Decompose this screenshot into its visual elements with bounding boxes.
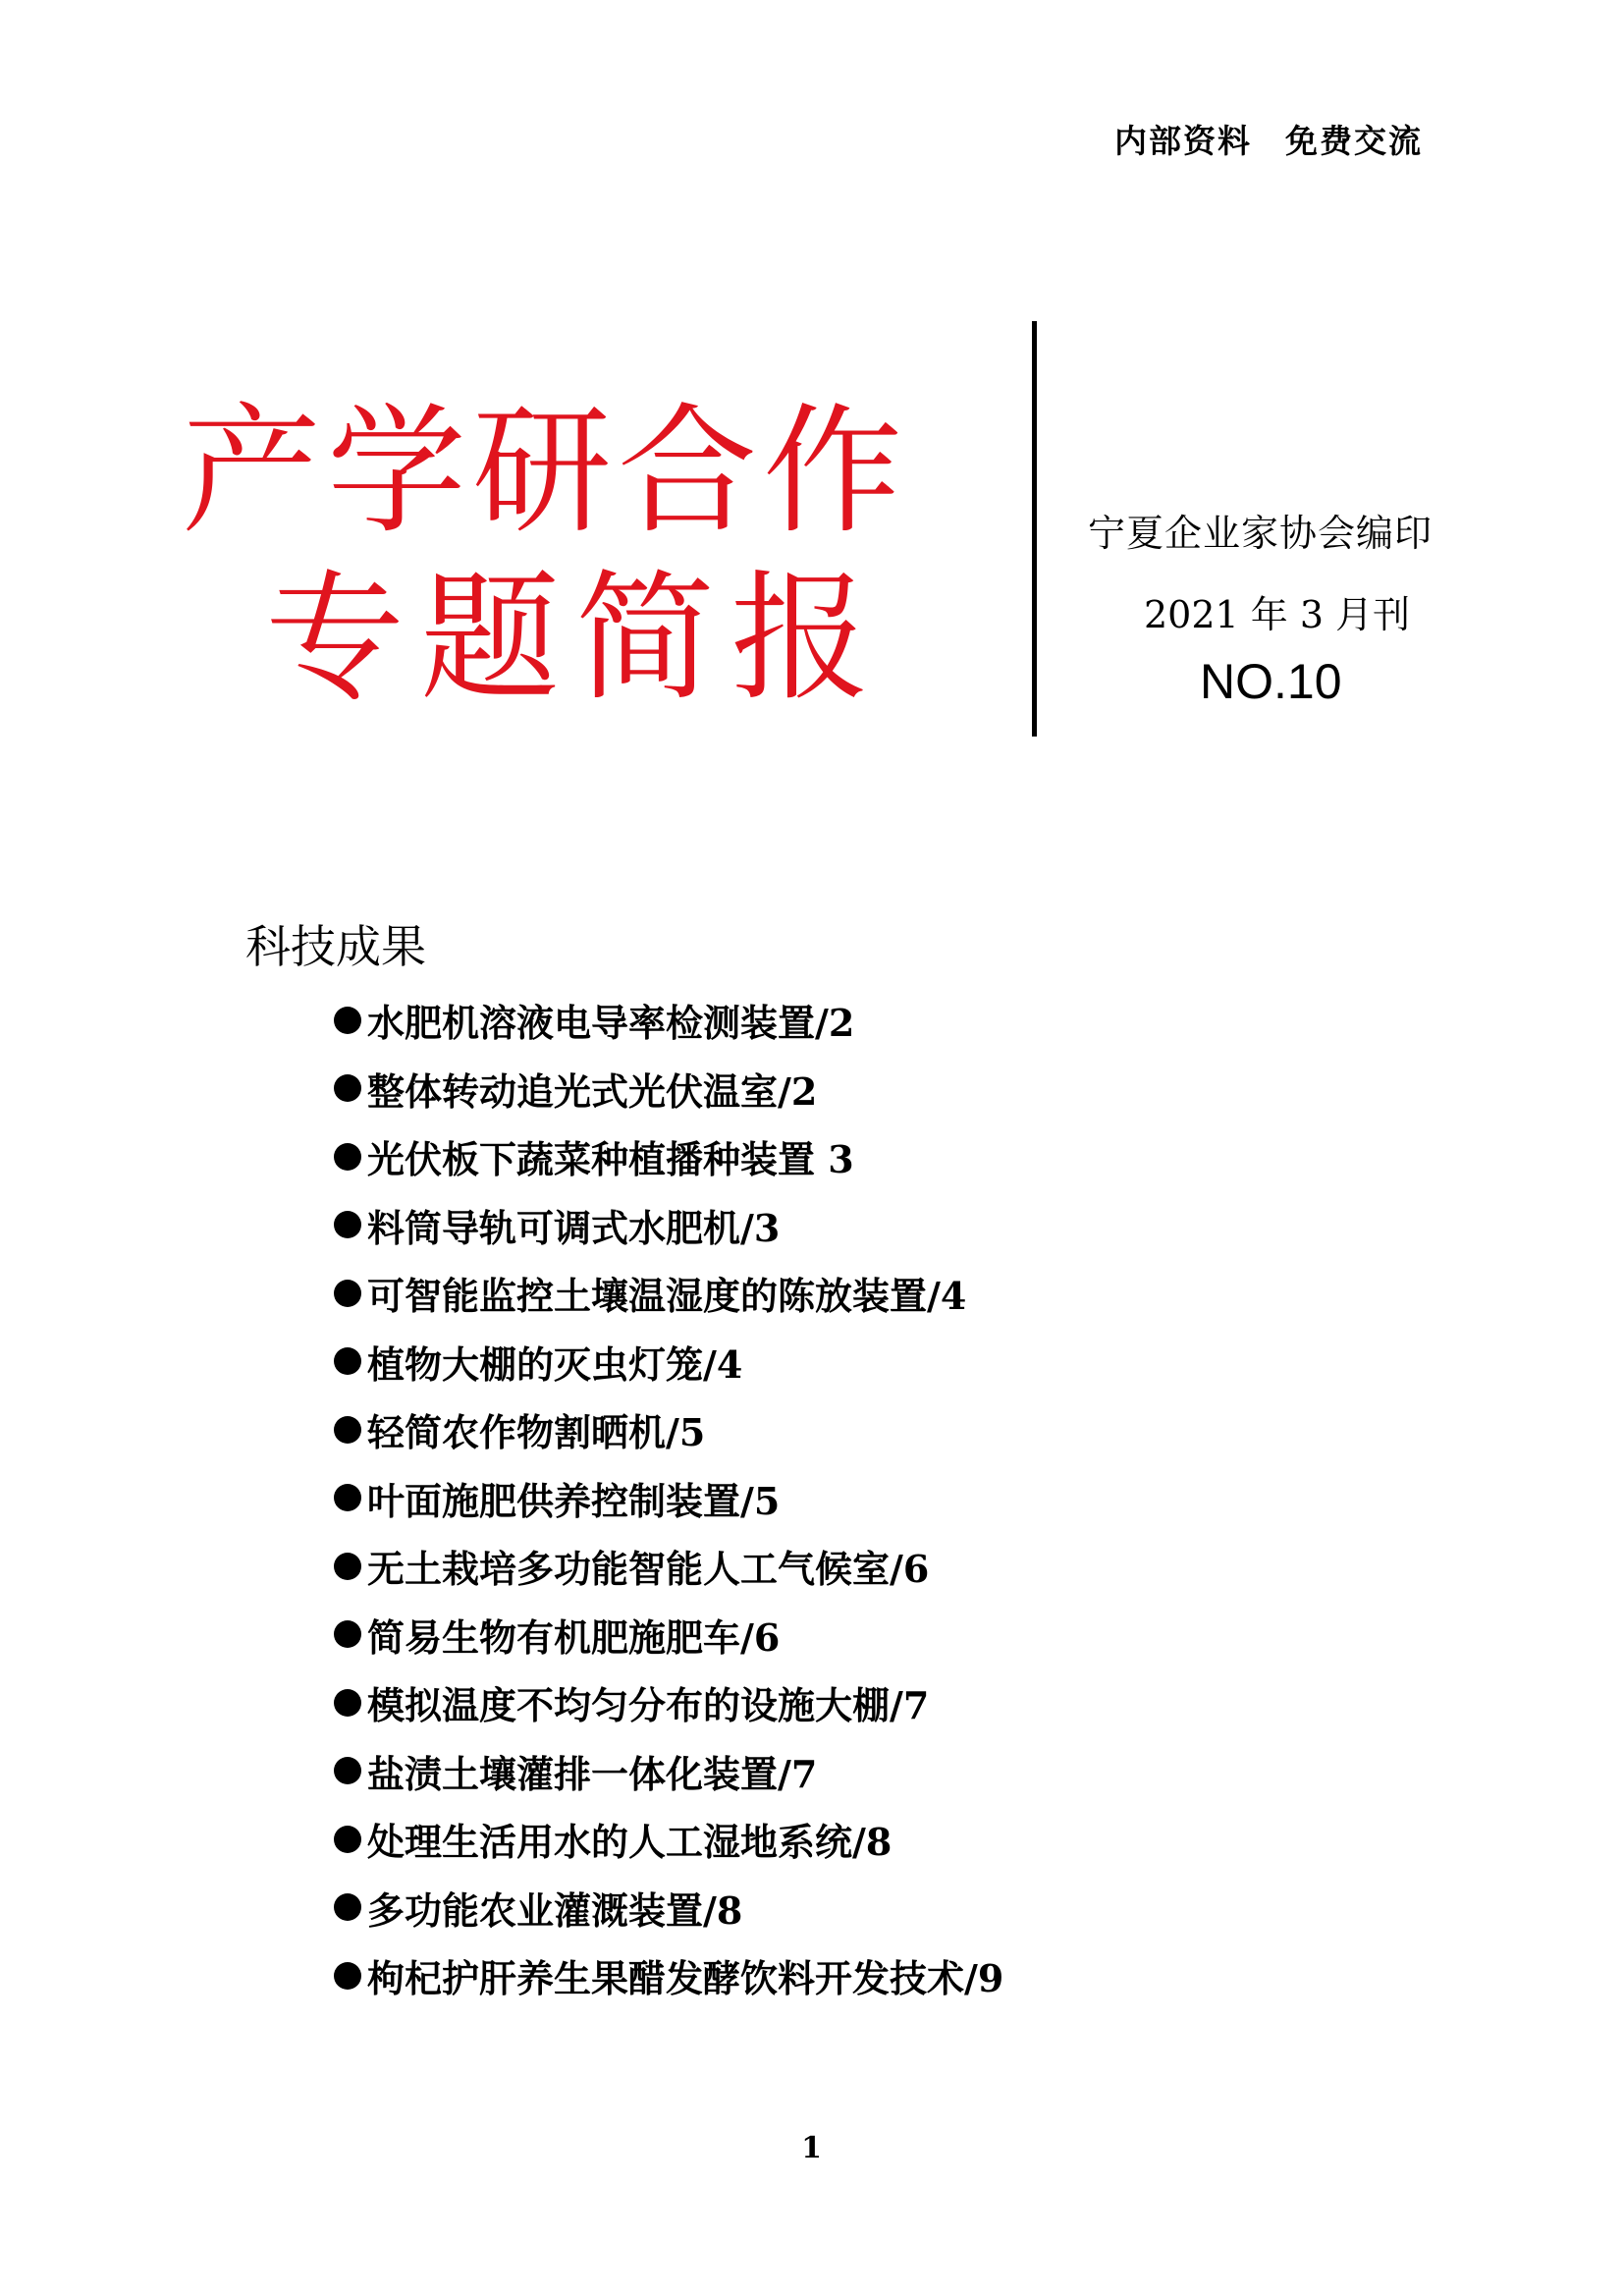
contents-item-label: 模拟温度不均匀分布的设施大棚/7 [367, 1683, 930, 1728]
bullet-icon [334, 1143, 361, 1171]
contents-item[interactable] [334, 1464, 1003, 1533]
document-notice [1114, 116, 1423, 162]
contents-item[interactable] [334, 1191, 1003, 1260]
bullet-icon [334, 1074, 361, 1102]
masthead-title-line-2: 专题简报 [265, 558, 886, 720]
contents-item[interactable] [334, 1874, 1003, 1942]
contents-item[interactable] [334, 1805, 1003, 1874]
bullet-icon [334, 1689, 361, 1717]
contents-item[interactable] [334, 1328, 1003, 1396]
notice-internal-material: 内部资料 [1114, 122, 1252, 160]
bullet-icon [334, 1893, 361, 1921]
bullet-icon [334, 1484, 361, 1511]
contents-item-label: 多功能农业灌溉装置/8 [367, 1887, 743, 1933]
contents-item[interactable] [334, 1601, 1003, 1669]
bullet-icon [334, 1962, 361, 1990]
contents-item-label: 处理生活用水的人工湿地系统/8 [367, 1820, 893, 1865]
contents-item[interactable] [334, 1737, 1003, 1806]
contents-item[interactable] [334, 1532, 1003, 1601]
bullet-icon [334, 1757, 361, 1784]
contents-item-label: 叶面施肥供养控制装置/5 [367, 1478, 781, 1523]
contents-item-label: 光伏板下蔬菜种植播种装置 3 [367, 1137, 854, 1182]
section-heading: 科技成果 [245, 920, 426, 973]
contents-item-label: 简易生物有机肥施肥车/6 [367, 1614, 781, 1660]
contents-item[interactable] [334, 1395, 1003, 1464]
contents-item[interactable] [334, 1055, 1003, 1123]
bullet-icon [334, 1007, 361, 1034]
bullet-icon [334, 1347, 361, 1375]
issue-date: 2021 年 3 月刊 [1144, 593, 1411, 636]
contents-item-label: 植物大棚的灭虫灯笼/4 [367, 1341, 743, 1387]
masthead-title-line-1: 产学研合作 [182, 391, 908, 553]
bullet-icon [334, 1280, 361, 1307]
contents-item-label: 无土栽培多功能智能人工气候室/6 [367, 1547, 930, 1592]
bullet-icon [334, 1211, 361, 1238]
contents-item[interactable] [334, 986, 1003, 1055]
bullet-icon [334, 1553, 361, 1580]
contents-item-label: 整体转动追光式光伏温室/2 [367, 1068, 818, 1114]
contents-item[interactable] [334, 1941, 1003, 2010]
publisher-name: 宁夏企业家协会编印 [1088, 512, 1434, 555]
contents-item-label: 盐渍土壤灌排一体化装置/7 [367, 1751, 818, 1796]
notice-free-exchange: 免费交流 [1285, 122, 1423, 160]
issue-number: NO.10 [1200, 654, 1342, 709]
contents-item-label: 轻简农作物割晒机/5 [367, 1410, 706, 1455]
page-number: 1 [801, 2131, 822, 2165]
contents-item-label: 枸杞护肝养生果醋发酵饮料开发技术/9 [367, 1956, 1004, 2001]
contents-item-label: 水肥机溶液电导率检测装置/2 [367, 1001, 855, 1046]
vertical-divider [1032, 321, 1037, 737]
contents-item[interactable] [334, 1122, 1003, 1191]
contents-list [334, 986, 1003, 2010]
bullet-icon [334, 1620, 361, 1648]
contents-item[interactable] [334, 1668, 1003, 1737]
contents-item[interactable] [334, 1259, 1003, 1328]
bullet-icon [334, 1416, 361, 1444]
bullet-icon [334, 1826, 361, 1853]
contents-item-label: 料筒导轨可调式水肥机/3 [367, 1205, 781, 1250]
contents-item-label: 可智能监控土壤温湿度的陈放装置/4 [367, 1274, 967, 1319]
